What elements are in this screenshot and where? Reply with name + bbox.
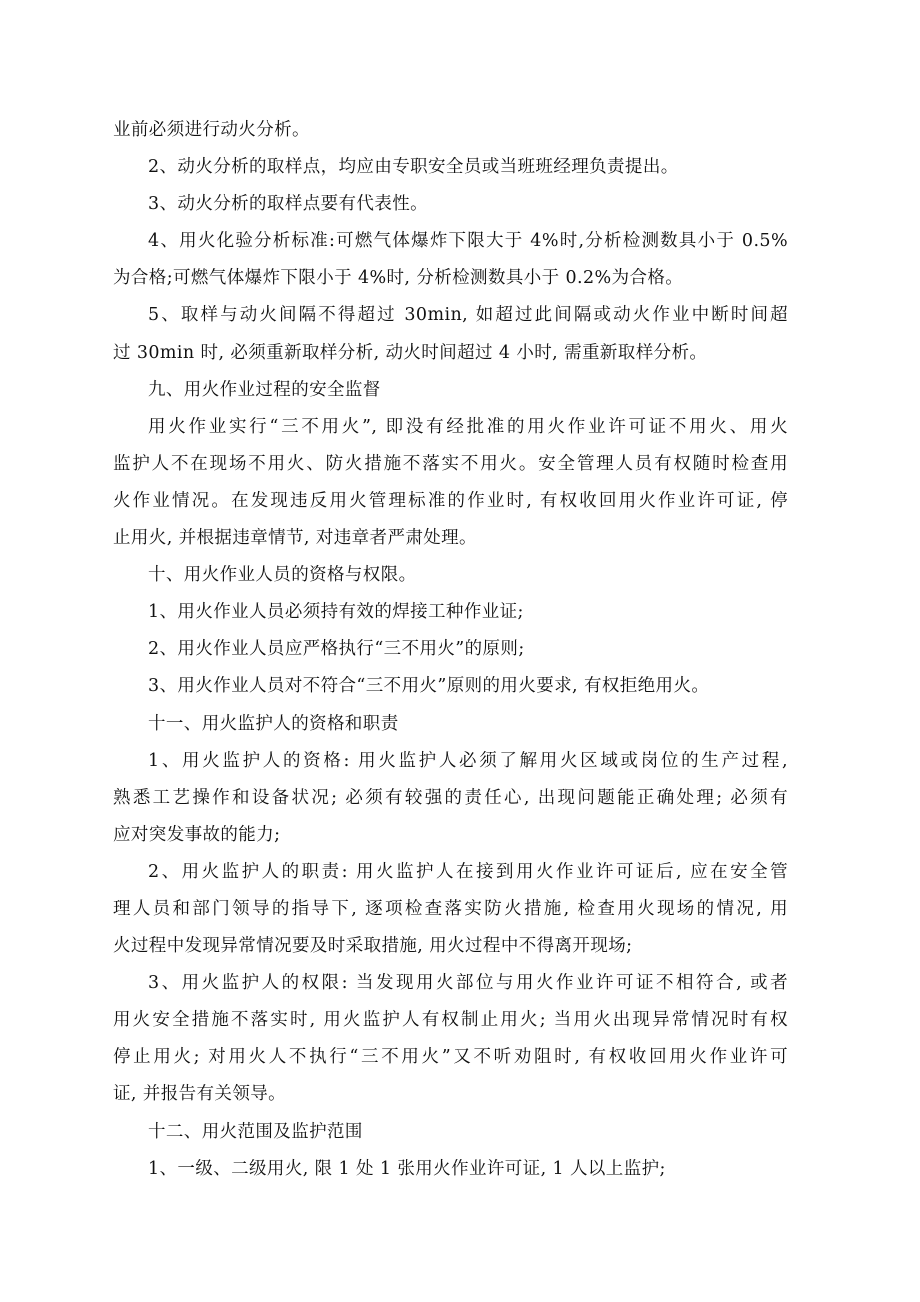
text-line: 止用火, 并根据违章情节, 对违章者严肃处理。 bbox=[113, 528, 477, 549]
text-line: 2、用火作业人员应严格执行“三不用火”的原则; bbox=[148, 639, 525, 660]
text-line: 九、用火作业过程的安全监督 bbox=[148, 379, 381, 400]
text-line: 2、动火分析的取样点，均应由专职安全员或当班班经理负责提出。 bbox=[148, 157, 679, 178]
text-line: 1、用火监护人的资格: 用火监护人必须了解用火区域或岗位的生产过程, bbox=[148, 750, 788, 771]
document-body bbox=[113, 112, 788, 1188]
text-line: 火作业情况。在发现违反用火管理标准的作业时, 有权收回用火作业许可证, 停 bbox=[113, 490, 788, 511]
text-line: 5、取样与动火间隔不得超过 30min, 如超过此间隔或动火作业中断时间超 bbox=[148, 305, 788, 326]
text-line: 理人员和部门领导的指导下, 逐项检查落实防火措施, 检查用火现场的情况, 用 bbox=[113, 898, 788, 919]
text-line: 火过程中发现异常情况要及时采取措施, 用火过程中不得离开现场; bbox=[113, 936, 633, 957]
text-line: 十二、用火范围及监护范围 bbox=[148, 1121, 363, 1142]
text-line: 1、一级、二级用火, 限 1 处 1 张用火作业许可证, 1 人以上监护; bbox=[148, 1158, 666, 1179]
text-line: 3、用火监护人的权限: 当发现用火部位与用火作业许可证不相符合, 或者 bbox=[148, 973, 788, 994]
text-line: 为合格;可燃气体爆炸下限小于 4%时, 分析检测数具小于 0.2%为合格。 bbox=[113, 268, 684, 289]
text-line: 停止用火; 对用火人不执行“三不用火”又不听劝阻时, 有权收回用火作业许可 bbox=[113, 1047, 788, 1068]
text-line: 证, 并报告有关领导。 bbox=[113, 1084, 287, 1105]
text-line: 十、用火作业人员的资格与权限。 bbox=[148, 565, 417, 586]
text-line: 过 30min 时, 必须重新取样分析, 动火时间超过 4 小时, 需重新取样分析。 bbox=[113, 342, 708, 363]
text-line: 用火作业实行“三不用火”, 即没有经批准的用火作业许可证不用火、用火 bbox=[148, 416, 788, 437]
text-line: 4、用火化验分析标准:可燃气体爆炸下限大于 4%时,分析检测数具小于 0.5% bbox=[148, 231, 788, 252]
text-line: 1、用火作业人员必须持有效的焊接工种作业证; bbox=[148, 602, 524, 623]
text-line: 监护人不在现场不用火、防火措施不落实不用火。安全管理人员有权随时检查用 bbox=[113, 453, 788, 474]
text-line: 3、用火作业人员对不符合“三不用火”原则的用火要求, 有权拒绝用火。 bbox=[148, 676, 710, 697]
text-line: 十一、用火监护人的资格和职责 bbox=[148, 713, 399, 734]
text-line: 3、动火分析的取样点要有代表性。 bbox=[148, 194, 429, 215]
text-line: 业前必须进行动火分析。 bbox=[113, 120, 310, 140]
text-line: 熟悉工艺操作和设备状况; 必须有较强的责任心, 出现问题能正确处理; 必须有 bbox=[113, 787, 788, 808]
text-line: 应对突发事故的能力; bbox=[113, 824, 281, 845]
text-line: 用火安全措施不落实时, 用火监护人有权制止用火; 当用火出现异常情况时有权 bbox=[113, 1010, 788, 1031]
text-line: 2、用火监护人的职责: 用火监护人在接到用火作业许可证后, 应在安全管 bbox=[148, 861, 788, 882]
